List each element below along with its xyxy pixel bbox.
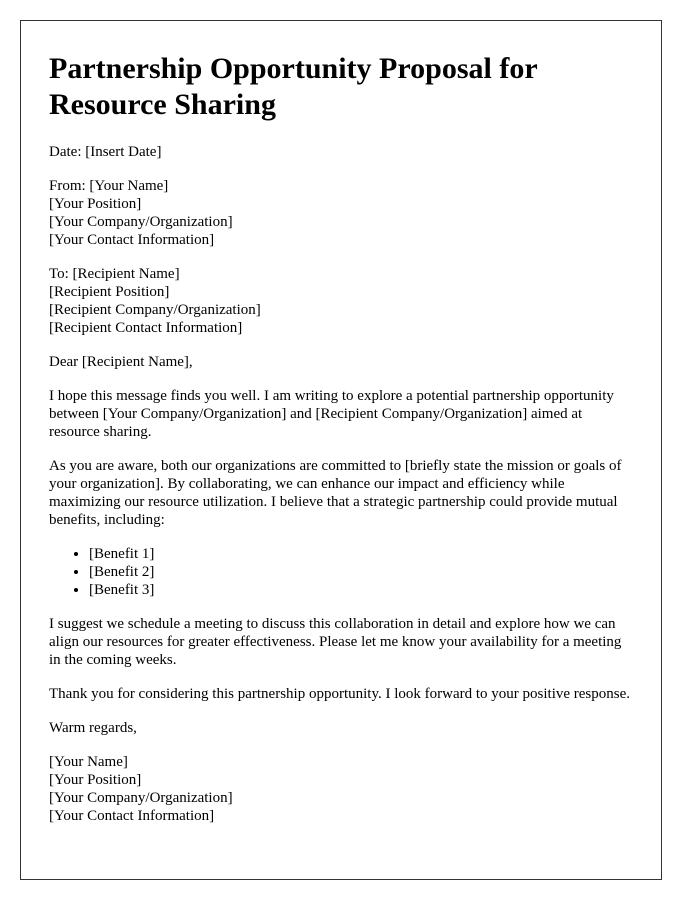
signature-contact: [Your Contact Information] bbox=[49, 808, 215, 824]
benefit-item: • [Benefit 2] bbox=[89, 563, 633, 581]
closing: Warm regards, bbox=[49, 720, 137, 736]
signature-name: [Your Name] bbox=[49, 754, 128, 770]
recipient-block bbox=[49, 265, 633, 337]
signature-position: [Your Position] bbox=[49, 772, 142, 788]
letter-document bbox=[20, 20, 662, 880]
recipient-position: [Recipient Position] bbox=[49, 284, 170, 300]
sender-block bbox=[49, 177, 633, 249]
benefit-item: • [Benefit 1] bbox=[89, 545, 633, 563]
sender-position: [Your Position] bbox=[49, 196, 142, 212]
letter-title: Partnership Opportunity Proposal for Resource Sharing bbox=[49, 52, 538, 121]
benefits-list bbox=[49, 545, 633, 599]
recipient-contact: [Recipient Contact Information] bbox=[49, 320, 243, 336]
body-paragraph-thanks: Thank you for considering this partnership opportunity. I look forward to your positive response. bbox=[49, 686, 631, 702]
sender-organization: [Your Company/Organization] bbox=[49, 214, 233, 230]
body-paragraph-intro: I hope this message finds you well. I am writing to explore a potential partnership opportunity between [Your Company/Organization] and [Recipient Company/Organization] aimed at resource sharing. bbox=[49, 388, 614, 440]
body-paragraph-meeting: I suggest we schedule a meeting to discuss this collaboration in detail and explore how we can align our resources for greater effectiveness. Please let me know your availability for a meeting in the coming weeks. bbox=[49, 616, 622, 668]
sender-name: From: [Your Name] bbox=[49, 178, 169, 194]
salutation: Dear [Recipient Name], bbox=[49, 354, 193, 370]
signature-block bbox=[49, 753, 633, 825]
recipient-name: To: [Recipient Name] bbox=[49, 266, 180, 282]
sender-contact: [Your Contact Information] bbox=[49, 232, 215, 248]
recipient-organization: [Recipient Company/Organization] bbox=[49, 302, 261, 318]
body-paragraph-mission: As you are aware, both our organizations are committed to [briefly state the mission or goals of your organization]. By collaborating, we can enhance our impact and efficiency while maximizing our resource utilization. I believe that a strategic partnership could provide mutual benefits, including: bbox=[49, 458, 622, 528]
date-line: Date: [Insert Date] bbox=[49, 144, 162, 160]
benefit-item: • [Benefit 3] bbox=[89, 581, 633, 599]
signature-organization: [Your Company/Organization] bbox=[49, 790, 233, 806]
